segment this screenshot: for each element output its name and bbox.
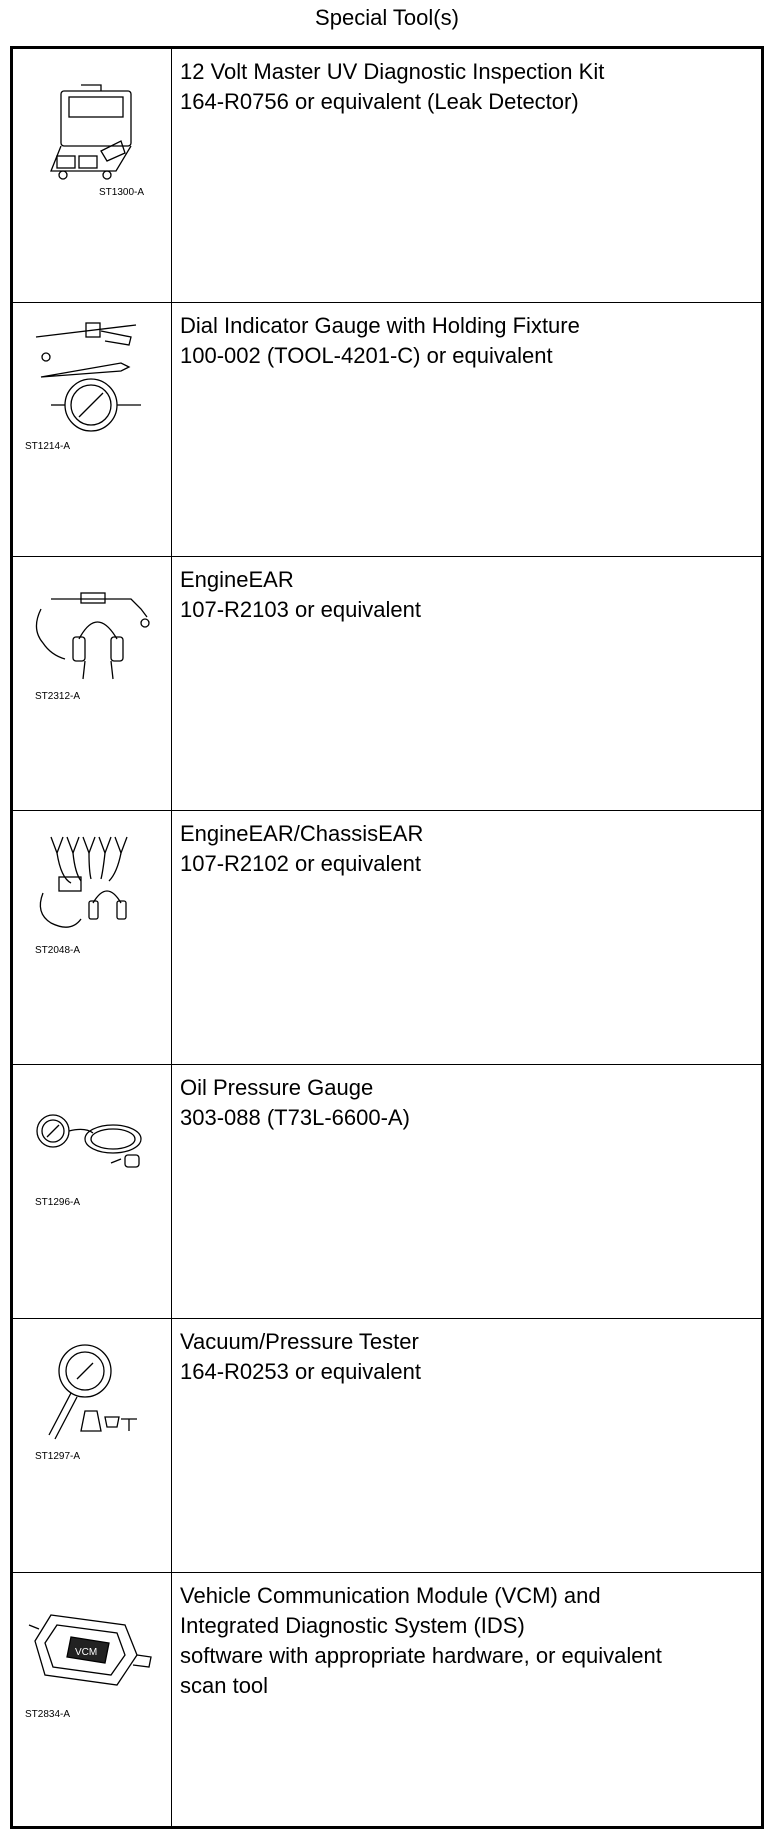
table-row	[12, 1319, 763, 1573]
table-row	[12, 557, 763, 811]
tool-description-line: scan tool	[180, 1673, 269, 1698]
vcm-logo: VCM	[75, 1647, 98, 1658]
tool-description-cell	[172, 48, 763, 303]
tool-code: ST1214-A	[25, 441, 71, 452]
tool-description-cell	[172, 557, 763, 811]
dial-indicator-gauge-icon	[21, 315, 161, 455]
tool-code: ST1297-A	[35, 1451, 81, 1462]
tool-image-cell	[12, 48, 172, 303]
tool-name: Vacuum/Pressure Tester	[180, 1329, 419, 1354]
table-row	[12, 303, 763, 557]
tool-description-cell	[172, 811, 763, 1065]
uv-inspection-kit-icon	[21, 61, 161, 201]
tool-name: 12 Volt Master UV Diagnostic Inspection Kit	[180, 59, 605, 84]
tool-image-cell	[12, 557, 172, 811]
page-title: Special Tool(s)	[315, 5, 459, 30]
tool-code: ST1296-A	[35, 1197, 81, 1208]
tool-description-line: software with appropriate hardware, or equivalent	[180, 1643, 662, 1668]
tool-description-cell	[172, 1319, 763, 1573]
table-row	[12, 811, 763, 1065]
table-row	[12, 1573, 763, 1828]
tool-name: EngineEAR	[180, 567, 294, 592]
tool-part-number: 303-088 (T73L-6600-A)	[180, 1105, 410, 1130]
tool-name: Oil Pressure Gauge	[180, 1075, 374, 1100]
tool-description-cell	[172, 1573, 763, 1828]
table-row	[12, 48, 763, 303]
tool-image-cell	[12, 1573, 172, 1828]
tool-code: ST2312-A	[35, 691, 81, 702]
engineear-headphones-icon	[21, 569, 161, 709]
tool-part-number: 164-R0253 or equivalent	[180, 1359, 421, 1384]
tool-part-number: 100-002 (TOOL-4201-C) or equivalent	[180, 343, 553, 368]
chassisear-clamps-icon	[21, 823, 161, 963]
tool-part-number: 107-R2103 or equivalent	[180, 597, 421, 622]
tool-image-cell	[12, 303, 172, 557]
tool-name: EngineEAR/ChassisEAR	[180, 821, 424, 846]
tool-part-number: 107-R2102 or equivalent	[180, 851, 421, 876]
tool-image-cell	[12, 811, 172, 1065]
tool-code: ST2834-A	[25, 1709, 71, 1720]
tool-description-cell	[172, 303, 763, 557]
tool-image-cell	[12, 1319, 172, 1573]
tool-code: ST1300-A	[99, 187, 145, 198]
oil-pressure-gauge-icon	[21, 1077, 161, 1217]
special-tools-table	[10, 46, 764, 1829]
tool-description-cell	[172, 1065, 763, 1319]
vcm-module-icon	[21, 1585, 161, 1725]
vacuum-pressure-tester-icon	[21, 1331, 161, 1471]
tool-image-cell	[12, 1065, 172, 1319]
tool-part-number: 164-R0756 or equivalent (Leak Detector)	[180, 89, 579, 114]
tool-name: Vehicle Communication Module (VCM) and	[180, 1583, 601, 1608]
tool-description-line: Integrated Diagnostic System (IDS)	[180, 1613, 525, 1638]
tool-code: ST2048-A	[35, 945, 81, 956]
tool-name: Dial Indicator Gauge with Holding Fixture	[180, 313, 580, 338]
table-row	[12, 1065, 763, 1319]
